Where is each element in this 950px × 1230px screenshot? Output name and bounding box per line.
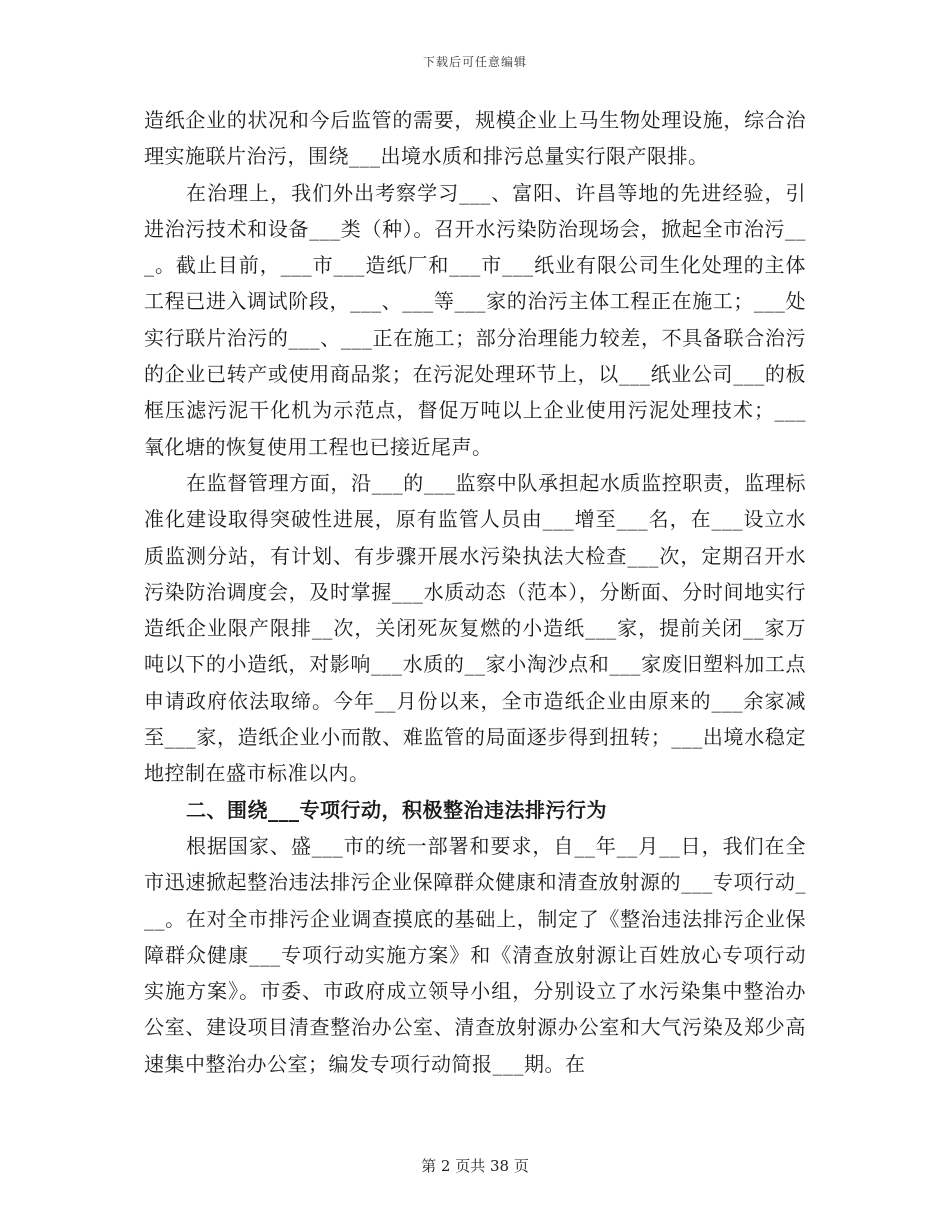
paragraph-supervision: 在监督管理方面，沿___的___监察中队承担起水质监控职责，监理标准化建设取得突破性进展，原有监管人员由___增至___名，在___设立水质监测分站，有计划、有步骤开展水污染执法大检查___次，定期召开水污染防治调度会，及时掌握___水质动态（范本），分断面、分时间地实行造纸企业限产限排__次，关闭死灰复燃的小造纸___家，提前关闭__家万吨以下的小造纸，对影响___水质的__家小淘沙点和___家废旧塑料加工点申请政府依法取缔。今年__月份以来，全市造纸企业由原来的___余家减至___家，造纸企业小而散、难监管的局面逐步得到扭转；___出境水稳定地控制在盛市标准以内。	[144, 470, 806, 786]
page-header: 下载后可任意编辑	[422, 55, 527, 69]
document-body	[144, 102, 806, 1082]
page-footer: 第 2 页共 38 页	[421, 1157, 529, 1175]
paragraph-continuation: 造纸企业的状况和今后监管的需要，规模企业上马生物处理设施，综合治理实施联片治污，围绕___出境水质和排污总量实行限产限排。	[144, 108, 806, 169]
paragraph-governance: 在治理上，我们外出考察学习___、富阳、许昌等地的先进经验，引进治污技术和设备___类（种）。召开水污染防治现场会，掀起全市治污___。截止目前，___市___造纸厂和___市___纸业有限公司生化处理的主体工程已进入调试阶段，___、___等___家的治污主体工程正在施工；___处实行联片治污的___、___正在施工；部分治理能力较差，不具备联合治污的企业已转产或使用商品浆；在污泥处理环节上，以___纸业公司___的板框压滤污泥干化机为示范点，督促万吨以上企业使用污泥处理技术；___氧化塘的恢复使用工程也已接近尾声。	[144, 180, 806, 459]
section-heading: 二、围绕___专项行动，积极整治违法排污行为	[186, 797, 607, 822]
paragraph-special-action: 根据国家、盛___市的统一部署和要求，自__年__月__日，我们在全市迅速掀起整治违法排污企业保障群众健康和清查放射源的___专项行动___。在对全市排污企业调查摸底的基础上，制定了《整治违法排污企业保障群众健康___专项行动实施方案》和《清查放射源让百姓放心专项行动实施方案》。市委、市政府成立领导小组，分别设立了水污染集中整治办公室、建设项目清查整治办公室、清查放射源办公室和大气污染及郑少高速集中整治办公室；编发专项行动简报___期。在	[144, 833, 806, 1076]
